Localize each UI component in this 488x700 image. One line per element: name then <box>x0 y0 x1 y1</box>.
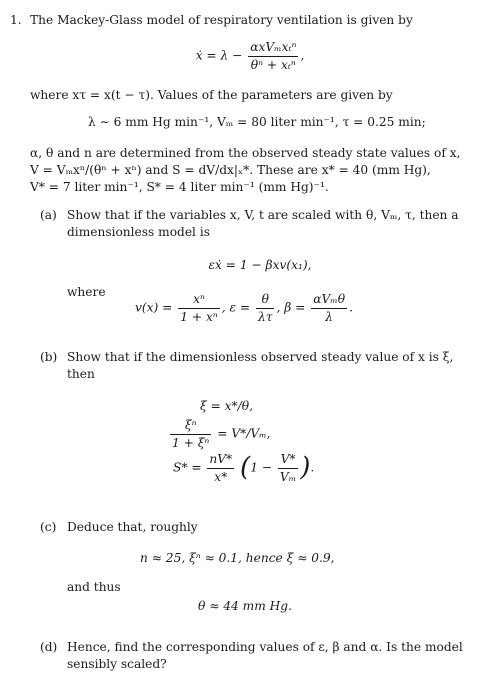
part-c-eq2: θ ≈ 44 mm Hg. <box>198 599 292 613</box>
part-a-label: (a) <box>40 208 57 222</box>
part-a-where: where <box>67 285 106 299</box>
part-a-def-end: . <box>349 300 353 315</box>
part-b-eq3-end: . <box>310 460 315 475</box>
main-equation <box>150 40 350 72</box>
determined-line-2: V = Vₘxⁿ/(θⁿ + xⁿ) and S = dV/dx|ₓ*. These are x* = 40 (mm Hg), <box>30 163 431 177</box>
part-b-eq1: ξ = x*/θ, <box>200 399 253 413</box>
main-eq-tail: , <box>300 48 305 63</box>
v-definition-lhs: v(x) = <box>135 300 173 315</box>
part-c-text-1: Deduce that, roughly <box>67 520 198 534</box>
determined-line-3: V* = 7 liter min⁻¹, S* = 4 liter min⁻¹ (mm Hg)⁻¹. <box>30 180 329 194</box>
params-line: λ ∼ 6 mm Hg min⁻¹, Vₘ = 80 liter min⁻¹, τ = 0.25 min; <box>88 115 426 129</box>
eps-definition-lhs: , ε = <box>221 300 251 315</box>
left-paren: ( <box>240 452 251 483</box>
beta-definition-lhs: , β = <box>276 300 306 315</box>
beta-numerator: αVₘθ <box>311 292 347 309</box>
part-a-equation: εẋ = 1 − βxv(x₁), <box>208 258 312 272</box>
v-denominator: 1 + xⁿ <box>180 309 218 324</box>
eps-fraction <box>256 292 274 324</box>
part-b-eq3 <box>173 452 314 484</box>
part-c-eq1: n ≈ 25, ξⁿ ≈ 0.1, hence ξ ≈ 0.9, <box>140 551 335 565</box>
v-numerator: xⁿ <box>178 292 220 309</box>
part-b-eq3-inner-left: 1 − <box>250 460 273 475</box>
main-eq-denominator: θⁿ + xₜⁿ <box>250 57 296 72</box>
part-b-label: (b) <box>40 350 58 364</box>
beta-denominator: λ <box>325 309 334 324</box>
s-fraction <box>207 452 234 484</box>
where-line: where xτ = x(t − τ). Values of the parameters are given by <box>30 88 393 102</box>
v-ratio-fraction <box>278 452 298 484</box>
right-paren: ) <box>300 452 311 483</box>
v-ratio-denominator: Vₘ <box>279 469 297 484</box>
problem-intro: The Mackey-Glass model of respiratory ventilation is given by <box>30 13 413 27</box>
main-eq-numerator: αxVₘxₜⁿ <box>248 40 298 57</box>
v-fraction <box>178 292 220 324</box>
part-b-eq2-rhs: = V*/Vₘ, <box>217 426 271 441</box>
beta-fraction <box>311 292 347 324</box>
main-eq-lhs: ẋ = λ − <box>195 48 243 63</box>
part-c-label: (c) <box>40 520 57 534</box>
xi-fraction <box>170 418 211 450</box>
part-a-definitions <box>135 292 353 324</box>
part-d-label: (d) <box>40 640 58 654</box>
s-denominator: x* <box>214 469 228 484</box>
part-b-text-2: then <box>67 367 95 381</box>
main-eq-fraction <box>248 40 298 72</box>
part-a-text-2: dimensionless model is <box>67 225 210 239</box>
determined-line-1: α, θ and n are determined from the observed steady state values of x, <box>30 146 461 160</box>
part-c-and-thus: and thus <box>67 580 121 594</box>
problem-number: 1. <box>10 13 22 27</box>
part-d-text-1: Hence, find the corresponding values of ε, β and α. Is the model <box>67 640 463 654</box>
part-b-eq2 <box>168 418 271 450</box>
eps-denominator: λτ <box>258 309 273 324</box>
eps-numerator: θ <box>256 292 274 309</box>
s-numerator: nV* <box>207 452 234 469</box>
v-ratio-numerator: V* <box>278 452 298 469</box>
part-a-text-1: Show that if the variables x, V, t are scaled with θ, Vₘ, τ, then a <box>67 208 459 222</box>
part-d-text-2: sensibly scaled? <box>67 657 167 671</box>
xi-numerator: ξⁿ <box>170 418 211 435</box>
part-b-eq3-lhs: S* = <box>173 460 202 475</box>
part-b-text-1: Show that if the dimensionless observed steady value of x is ξ, <box>67 350 454 364</box>
xi-denominator: 1 + ξⁿ <box>172 435 210 450</box>
